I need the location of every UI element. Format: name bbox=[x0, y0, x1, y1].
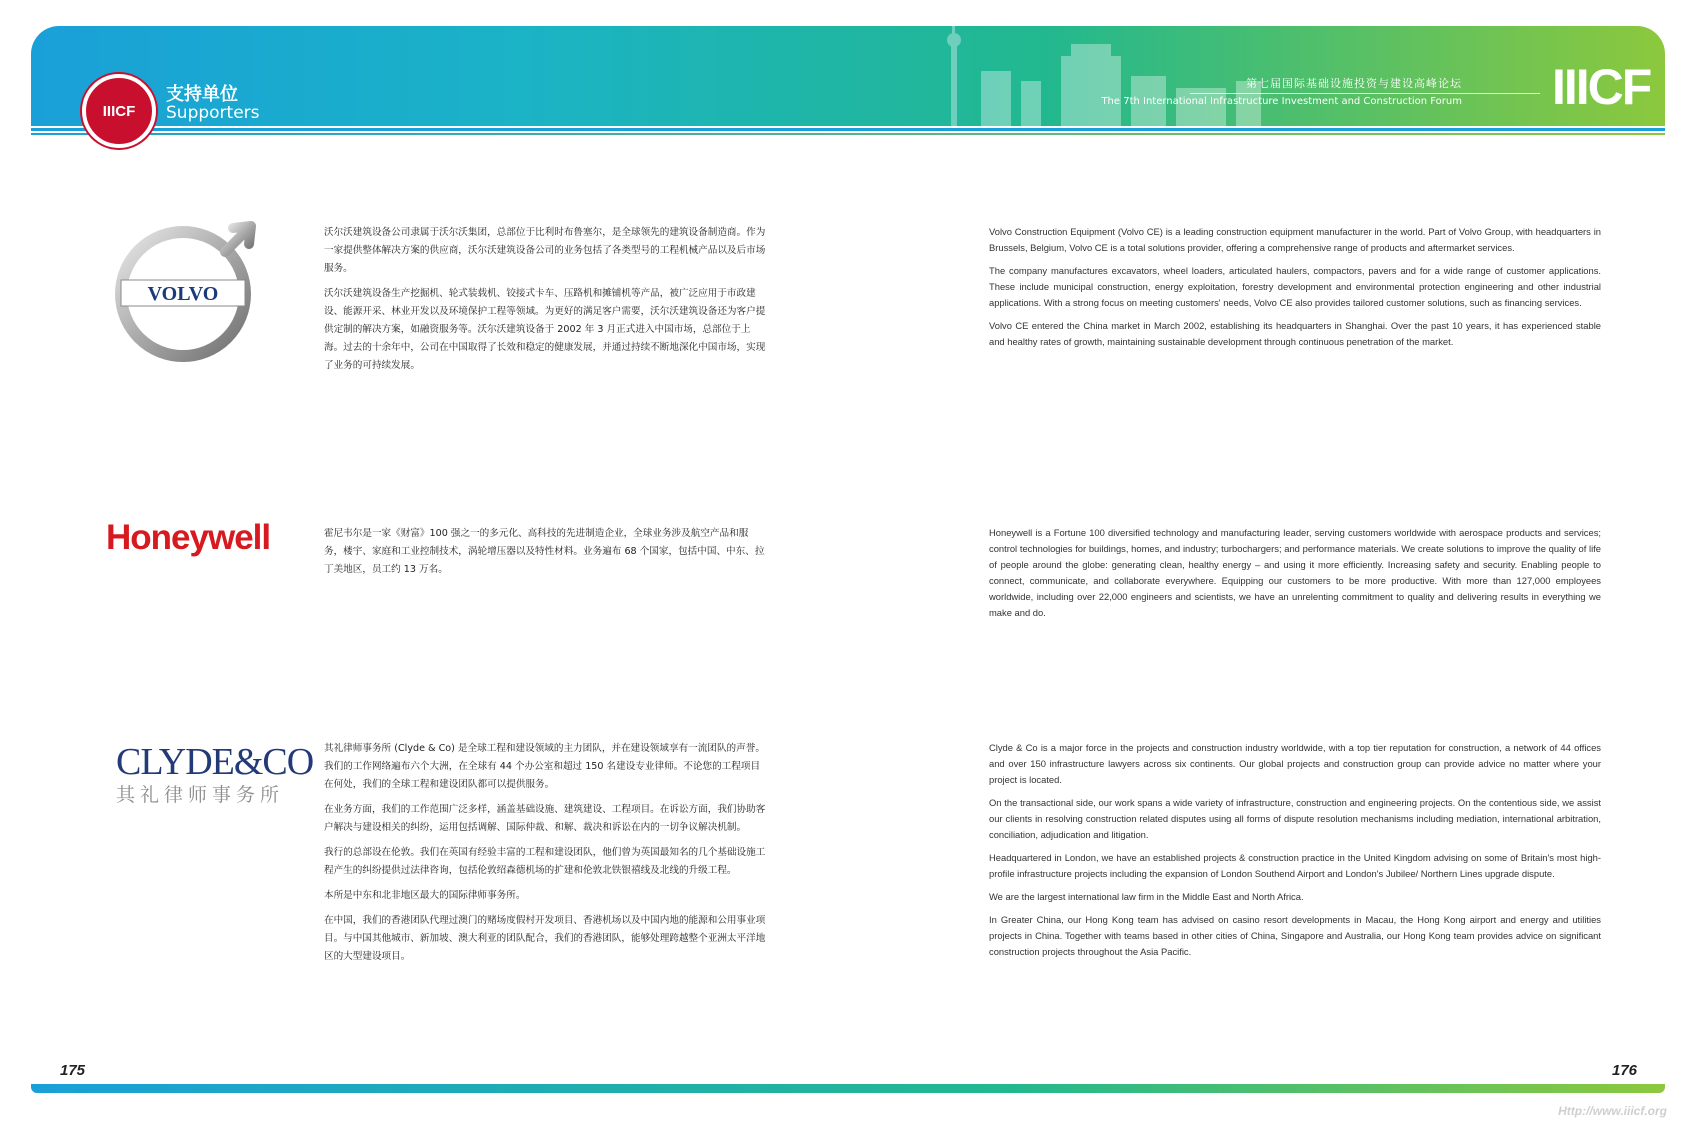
header-rule-gradient bbox=[31, 133, 1665, 135]
paragraph: In Greater China, our Hong Kong team has advised on casino resort developments in Macau, the Hong Kong airport and energy and utilities projects in China. Together with teams based in other cities of China, Singapore and Australia, our Hong Kong team provides advice on significant construction projects throughout the Asia Pacific. bbox=[989, 914, 1601, 957]
forum-name-cn: 第七届国际基础设施投资与建设高峰论坛 bbox=[1246, 77, 1462, 90]
paragraph: 在业务方面，我们的工作范围广泛多样，涵盖基础设施、建筑建设、工程项目。在诉讼方面，我们协助客户解决与建设相关的纠纷，运用包括调解、国际仲裁、和解、裁决和诉讼在内的一切争议解决机制。 bbox=[324, 804, 766, 833]
forum-divider bbox=[1190, 93, 1540, 94]
paragraph: Volvo Construction Equipment (Volvo CE) is a leading construction equipment manufacturer in the world. Part of Volvo Group, with headquarters in Brussels, Belgium, Volvo CE is a total solutions provider, offering a comprehensive range of products and aftermarket services. bbox=[989, 226, 1601, 253]
clyde-co-logo-subtext: 其礼律师事务所 bbox=[116, 784, 285, 806]
clyde-text-en bbox=[989, 740, 1601, 967]
paragraph: 我行的总部设在伦敦。我们在英国有经验丰富的工程和建设团队，他们曾为英国最知名的几个基础设施工程产生的纠纷提供过法律咨询，包括伦敦绍森德机场的扩建和伦敦北铁银禧线及北线的升级工程。 bbox=[324, 847, 766, 876]
honeywell-logo: Honeywell bbox=[106, 518, 271, 557]
paragraph: 在中国，我们的香港团队代理过澳门的赌场度假村开发项目、香港机场以及中国内地的能源和公用事业项目。与中国其他城市、新加坡、澳大利亚的团队配合，我们的香港团队，能够处理跨越整个亚洲太平洋地区的大型建设项目。 bbox=[324, 915, 766, 962]
volvo-text-cn bbox=[324, 224, 766, 382]
paragraph: Volvo CE entered the China market in March 2002, establishing its headquarters in Shanghai. Over the past 10 years, it has experienced stable and healthy rates of growth, maintaining sustainable development through continuous penetration of the market. bbox=[989, 320, 1601, 347]
paragraph: Headquartered in London, we have an established projects & construction practice in the United Kingdom advising on some of Britain's most high-profile infrastructure projects including the expansion of London Southend Airport and London's Jubilee/ Northern Lines upgrade dispute. bbox=[989, 852, 1601, 879]
paragraph: The company manufactures excavators, wheel loaders, articulated haulers, compactors, pavers and for a wide range of customer applications. These include municipal construction, energy exploitation, forestry development and environmental protection engineering and other industrial applications. With a strong focus on meeting customers' needs, Volvo CE also provides tailored customer solutions, such as financing services. bbox=[989, 265, 1601, 308]
page-number-right: 176 bbox=[1612, 1062, 1638, 1079]
page-number-left: 175 bbox=[60, 1062, 86, 1079]
clyde-text-cn bbox=[324, 740, 766, 973]
volvo-text-en bbox=[989, 224, 1601, 357]
paragraph: 霍尼韦尔是一家《财富》100 强之一的多元化、高科技的先进制造企业，全球业务涉及航空产品和服务，楼宇、家庭和工业控制技术，涡轮增压器以及特性材料。业务遍布 68 个国家，包括中国、中东、拉丁美地区，员工约 13 万名。 bbox=[324, 528, 765, 575]
paragraph: 本所是中东和北非地区最大的国际律师事务所。 bbox=[324, 890, 526, 901]
honeywell-text-en bbox=[989, 525, 1601, 628]
paragraph: On the transactional side, our work spans a wide variety of infrastructure, construction and engineering projects. On the contentious side, we assist our clients in resolving construction related disputes using all forms of dispute resolution mechanisms including mediation, international arbitration, conciliation, adjudication and litigation. bbox=[989, 797, 1601, 840]
volvo-logo-text: VOLVO bbox=[147, 283, 219, 305]
iiicf-brand-logo: IIICF bbox=[1552, 59, 1651, 115]
paragraph: 沃尔沃建筑设备公司隶属于沃尔沃集团，总部位于比利时布鲁塞尔，是全球领先的建筑设备制造商。作为一家提供整体解决方案的供应商，沃尔沃建筑设备公司的业务包括了各类型号的工程机械产品以及后市场服务。 bbox=[324, 227, 766, 274]
clyde-co-logo bbox=[116, 740, 313, 807]
honeywell-text-cn bbox=[324, 525, 766, 586]
paragraph: Honeywell is a Fortune 100 diversified technology and manufacturing leader, serving customers worldwide with aerospace products and services; control technologies for buildings, homes, and industry; turbochargers; and performance materials. We create solutions to improve the quality of life of people around the globe: generating clean, healthy energy – and using it more efficiently. Increasing safety and security. Enabling people to connect, communicate, and collaborate everywhere. Equipping our customers to be more productive. With more than 127,000 employees worldwide, including over 22,000 engineers and scientists, we have an unrelenting commitment to quality and delivering results in everything we make and do. bbox=[989, 527, 1601, 618]
paragraph: 其礼律师事务所 (Clyde & Co) 是全球工程和建设领域的主力团队，并在建设领域享有一流团队的声誉。我们的工作网络遍布六个大洲，在全球有 44 个办公室和超过 150 名建设专业律师。不论您的工程项目在何处，我们的全球工程和建设团队都可以提供服务。 bbox=[324, 743, 765, 790]
paragraph: 沃尔沃建筑设备生产挖掘机、轮式装载机、铰接式卡车、压路机和摊铺机等产品，被广泛应用于市政建设、能源开采、林业开发以及环境保护工程等领域。为更好的满足客户需要，沃尔沃建筑设备还为客户提供定制的解决方案，如融资服务等。沃尔沃建筑设备于 2002 年 3 月正式进入中国市场，总部位于上海。过去的十余年中，公司在中国取得了长效和稳定的健康发展，并通过持续不断地深化中国市场，实现了业务的可持续发展。 bbox=[324, 288, 766, 371]
section-title-cn: 支持单位 bbox=[166, 84, 238, 105]
iiicf-badge-logo: IIICF bbox=[82, 74, 156, 148]
footer-bar bbox=[31, 1084, 1665, 1093]
paragraph: Clyde & Co is a major force in the projects and construction industry worldwide, with a top tier reputation for construction, a network of 44 offices and over 150 infrastructure lawyers across six continents. Our global projects and construction group can provide advice no matter where your project is located. bbox=[989, 742, 1601, 785]
website-url: Http://www.iiicf.org bbox=[1558, 1104, 1667, 1118]
volvo-logo bbox=[113, 214, 263, 364]
section-title-en: Supporters bbox=[166, 103, 260, 123]
forum-name-en: The 7th International Infrastructure Investment and Construction Forum bbox=[1101, 96, 1462, 107]
clyde-co-logo-text: CLYDE&CO bbox=[116, 741, 314, 783]
paragraph: We are the largest international law firm in the Middle East and North Africa. bbox=[989, 891, 1304, 902]
header-rule bbox=[31, 128, 1665, 131]
